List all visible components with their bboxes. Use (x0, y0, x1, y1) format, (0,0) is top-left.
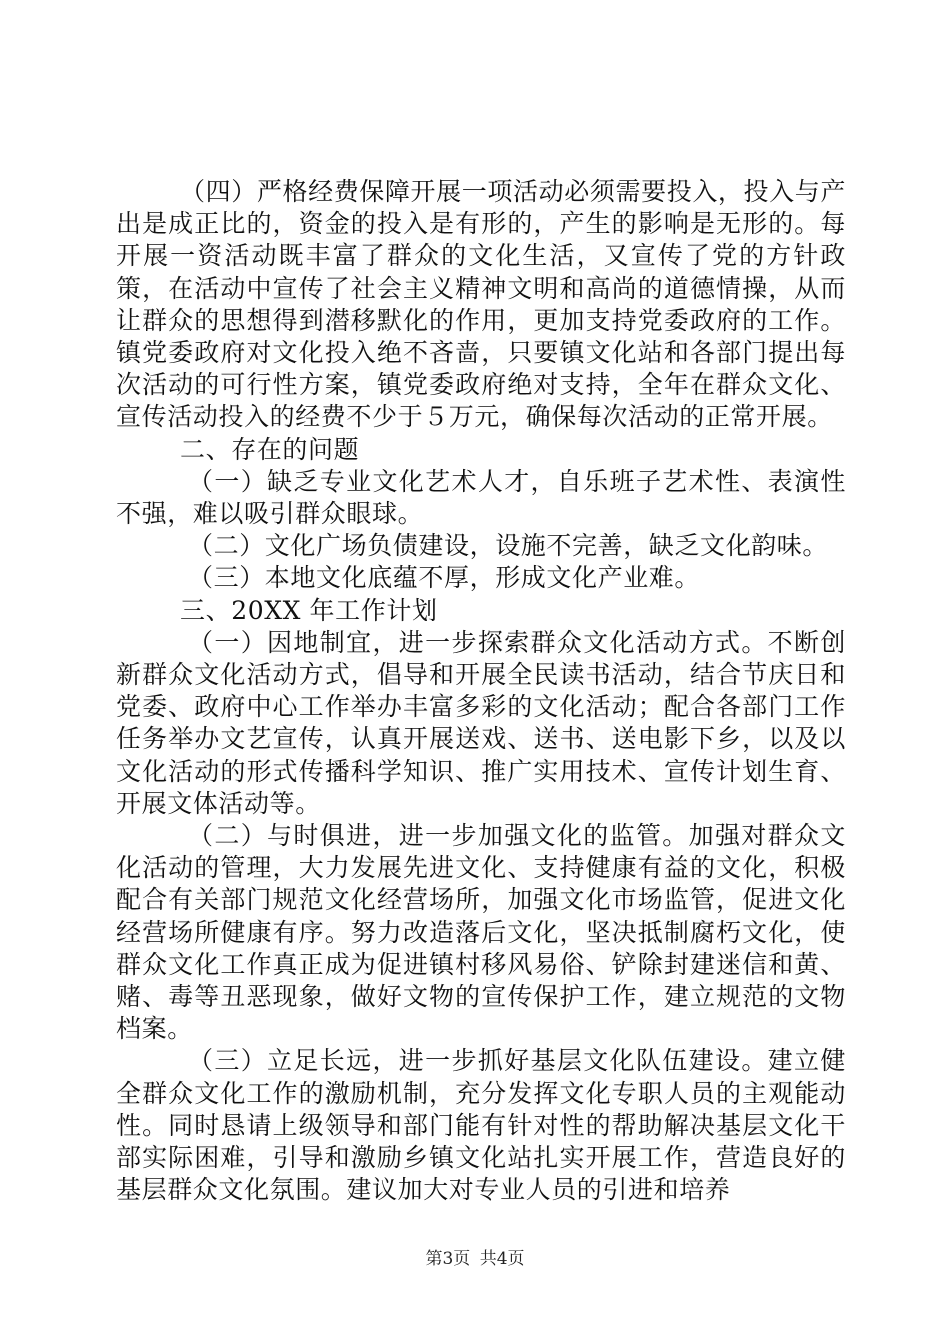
section-heading-work-plan: 三、20XX 年工作计划 (180, 595, 438, 625)
paragraph-plan-supervision: （二）与时俱进，进一步加强文化的监管。加强对群众文化活动的管理，大力发展先进文化、支持健康有益的文化，积极配合有关部门规范文化经营场所，加强文化市场监管，促进文化经营场所健康有序。努力改造落后文化，坚决抵制腐朽文化，使群众文化工作真正成为促进镇村移风易俗、铲除封建迷信和黄、赌、毒等丑恶现象，做好文物的宣传保护工作，建立规范的文物档案。 (116, 821, 846, 1044)
page-footer (0, 1244, 950, 1269)
paragraph-plan-team-building: （三）立足长远，进一步抓好基层文化队伍建设。建立健全群众文化工作的激励机制，充分发挥文化专职人员的主观能动性。同时恳请上级领导和部门能有针对性的帮助解决基层文化干部实际困难，引导和激励乡镇文化站扎实开展工作，营造良好的基层群众文化氛围。建议加大对专业人员的引进和培养 (116, 1046, 846, 1205)
paragraph-problem-talent: （一）缺乏专业文化艺术人才，自乐班子艺术性、表演性不强，难以吸引群众眼球。 (116, 466, 846, 529)
page-number: 第3页 (425, 1249, 471, 1269)
document-body (116, 176, 846, 1207)
paragraph-funding-guarantee: （四）严格经费保障开展一项活动必须需要投入，投入与产出是成正比的，资金的投入是有形的，产生的影响是无形的。每开展一资活动既丰富了群众的文化生活，又宣传了党的方针政策，在活动中宣传了社会主义精神文明和高尚的道德情操，从而让群众的思想得到潜移默化的作用，更加支持党委政府的工作。镇党委政府对文化投入绝不吝啬，只要镇文化站和各部门提出每次活动的可行性方案，镇党委政府绝对支持，全年在群众文化、宣传活动投入的经费不少于５万元，确保每次活动的正常开展。 (116, 177, 846, 432)
paragraph-problem-plaza: （二）文化广场负债建设，设施不完善，缺乏文化韵味。 (188, 531, 829, 561)
page-total: 共4页 (479, 1249, 525, 1269)
section-heading-problems: 二、存在的问题 (180, 434, 360, 464)
paragraph-problem-heritage: （三）本地文化底蕴不厚，形成文化产业难。 (188, 563, 701, 593)
paragraph-plan-activities: （一）因地制宜，进一步探索群众文化活动方式。不断创新群众文化活动方式，倡导和开展全民读书活动，结合节庆日和党委、政府中心工作举办丰富多彩的文化活动；配合各部门工作任务举办文艺宣传，认真开展送戏、送书、送电影下乡，以及以文化活动的形式传播科学知识、推广实用技术、宣传计划生育、开展文体活动等。 (116, 627, 846, 818)
